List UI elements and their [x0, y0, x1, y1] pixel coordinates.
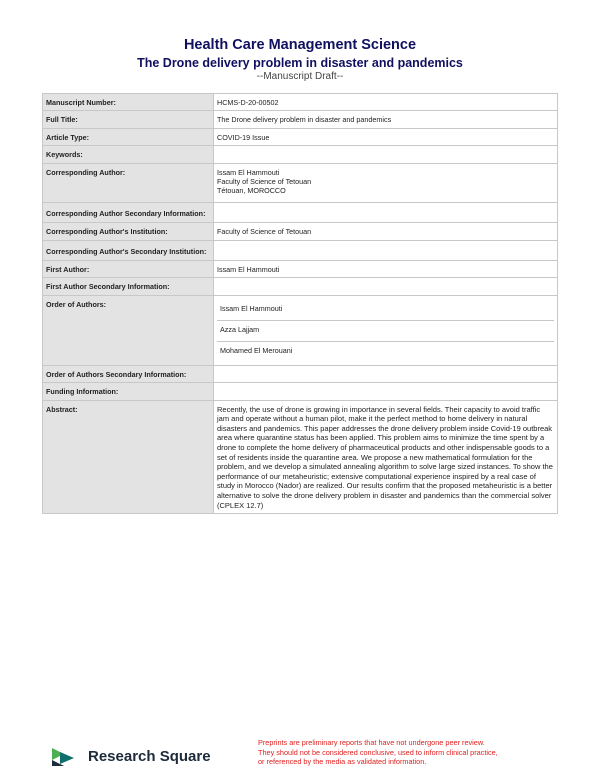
row-label: Corresponding Author:: [43, 163, 214, 202]
table-row: [43, 278, 558, 295]
keywords-value: [214, 146, 558, 163]
author-name-line: Issam El Hammouti: [217, 167, 280, 177]
first-author-value: Issam El Hammouti: [214, 261, 558, 278]
author-entry: Mohamed El Merouani: [220, 345, 293, 355]
table-row: [43, 111, 558, 128]
corresponding-author-value: [214, 163, 558, 202]
corresponding-institution-value: Faculty of Science of Tetouan: [214, 223, 558, 240]
table-row: [43, 261, 558, 278]
disclaimer-line: They should not be considered conclusive, used to inform clinical practice,: [258, 747, 498, 757]
brand-name: Research Square: [88, 748, 211, 765]
author-location-line: Tétouan, MOROCCO: [217, 186, 286, 196]
table-row: [43, 383, 558, 400]
row-label: Funding Information:: [43, 383, 214, 400]
preprint-disclaimer: [258, 738, 558, 767]
table-row: [43, 295, 558, 365]
disclaimer-line: or referenced by the media as validated information.: [258, 757, 427, 767]
manuscript-title: The Drone delivery problem in disaster and pandemics: [137, 56, 463, 70]
row-label: First Author:: [43, 261, 214, 278]
abstract-text: Recently, the use of drone is growing in importance in several fields. Their capacity to avoid traffic jam and operate without a human pilot, make it the perfect method to home delivery in natural disasters and pandemics. This paper addresses the drone delivery problem inside Covid-19 outbreak area where quarantine status has been applied. This problem aims to minimize the time spent by a drone to complete the home delivery of pharmaceutical products and other indispensable goods to a set of residents inside the quarantine area. We propose a new mathematical formulation for the problem, and we develop a simulated annealing algorithm to solve large sized instances. To show the performance of our metaheuristic; extensive computational experience inspired by a real case of study in Morocco (Nador) are realized. Our results confirm that the proposed metaheuristic is a better alternative to solve the drone delivery problem in disaster and pandemics than the commercial solver (CPLEX 12.7): [214, 400, 558, 514]
table-row: [43, 146, 558, 163]
disclaimer-line: Preprints are preliminary reports that have not undergone peer review.: [258, 738, 485, 747]
draft-label: --Manuscript Draft--: [256, 71, 344, 82]
author-affiliation-line: Faculty of Science of Tetouan: [217, 177, 312, 187]
row-label: Abstract:: [43, 400, 214, 514]
author-entry: Azza Lajjam: [217, 321, 554, 342]
first-author-secondary-value: [214, 278, 558, 295]
table-row: [43, 163, 558, 202]
journal-name: Health Care Management Science: [183, 37, 417, 53]
document-header: [0, 36, 600, 82]
row-label: Order of Authors Secondary Information:: [43, 365, 214, 382]
corresponding-institution-secondary-value: [214, 240, 558, 260]
full-title-value: The Drone delivery problem in disaster and pandemics: [214, 111, 558, 128]
page-footer: [50, 738, 560, 772]
table-row: [43, 202, 558, 222]
article-type-value: COVID-19 Issue: [214, 128, 558, 145]
table-row: [43, 128, 558, 145]
research-square-logo-icon: [50, 744, 82, 768]
row-label: Full Title:: [43, 111, 214, 128]
order-of-authors-list: [214, 295, 558, 365]
order-of-authors-secondary-value: [214, 365, 558, 382]
table-row: [43, 365, 558, 382]
table-row: [43, 240, 558, 260]
research-square-logo[interactable]: [50, 744, 210, 768]
table-row: [43, 400, 558, 514]
row-label: Corresponding Author's Institution:: [43, 223, 214, 240]
row-label: Manuscript Number:: [43, 94, 214, 111]
manuscript-metadata-table: [42, 93, 558, 514]
corresponding-author-secondary-value: [214, 202, 558, 222]
row-label: Article Type:: [43, 128, 214, 145]
table-row: [43, 223, 558, 240]
row-label: Corresponding Author's Secondary Institution:: [43, 240, 214, 260]
table-row: [43, 94, 558, 111]
row-label: Keywords:: [43, 146, 214, 163]
author-entry: Issam El Hammouti: [217, 300, 554, 321]
row-label: Order of Authors:: [43, 295, 214, 365]
funding-value: [214, 383, 558, 400]
manuscript-number-value: HCMS-D-20-00502: [214, 94, 558, 111]
row-label: First Author Secondary Information:: [43, 278, 214, 295]
row-label: Corresponding Author Secondary Information:: [43, 202, 214, 222]
